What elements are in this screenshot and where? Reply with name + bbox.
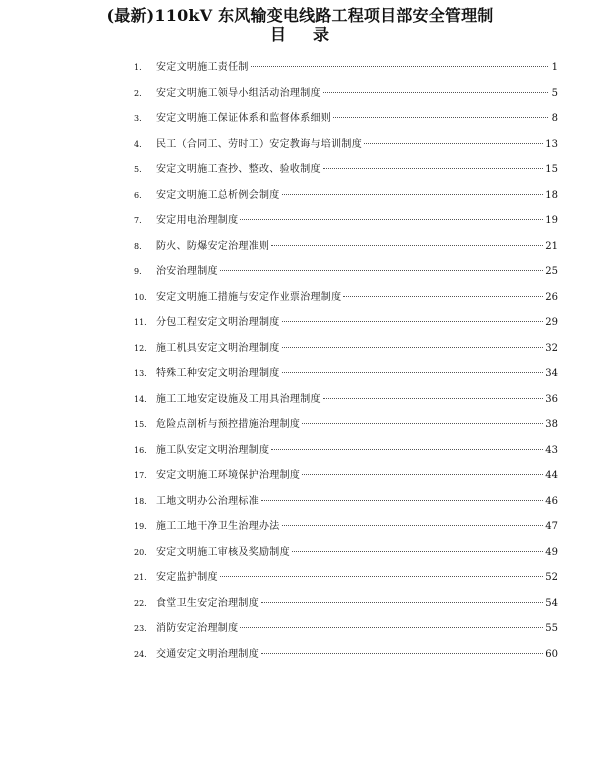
toc-entry-page: 13 — [545, 138, 558, 150]
toc-dot-leader — [271, 449, 543, 450]
toc-entry-title: 食堂卫生安定治理制度 — [156, 597, 259, 609]
toc-dot-leader — [292, 551, 543, 552]
toc-entry-number: 3. — [134, 114, 142, 123]
toc-dot-leader — [282, 321, 544, 322]
toc-entry-title: 工地文明办公治理标准 — [156, 495, 259, 507]
toc-entry-title: 交通安定文明治理制度 — [156, 648, 259, 660]
toc-entry-page: 46 — [545, 495, 558, 507]
toc-entry-title: 安定文明施工环境保护治理制度 — [156, 470, 301, 481]
toc-dot-leader — [333, 117, 548, 118]
toc-entry-16[interactable] — [134, 441, 558, 467]
toc-entry-10[interactable] — [134, 288, 558, 314]
toc-dot-leader — [282, 372, 544, 373]
toc-entry-title: 安定监护制度 — [156, 572, 218, 583]
toc-entry-title: 施工工地干净卫生治理办法 — [156, 521, 280, 532]
toc-entry-page: 49 — [545, 546, 558, 558]
toc-entry-number: 16. — [134, 445, 147, 455]
toc-entry-number: 24. — [134, 649, 147, 659]
toc-dot-leader — [220, 576, 543, 577]
toc-entry-page: 15 — [545, 164, 558, 175]
toc-entry-number: 6. — [134, 190, 142, 200]
toc-entry-number: 12. — [134, 343, 147, 353]
toc-entry-12[interactable] — [134, 339, 558, 365]
toc-dot-leader — [251, 66, 548, 67]
toc-entry-7[interactable] — [134, 211, 558, 237]
toc-entry-24[interactable] — [134, 645, 558, 671]
toc-entry-page: 60 — [545, 648, 558, 660]
toc-entry-19[interactable] — [134, 517, 558, 543]
toc-entry-title: 安定文明施工总析例会制度 — [156, 189, 280, 201]
toc-entry-13[interactable] — [134, 364, 558, 390]
toc-dot-leader — [323, 168, 543, 169]
toc-entry-page: 8 — [551, 113, 558, 124]
toc-entry-number: 14. — [134, 394, 147, 404]
toc-dot-leader — [240, 627, 543, 628]
toc-entry-page: 1 — [551, 62, 558, 73]
toc-entry-title: 安定文明施工责任制 — [156, 62, 249, 73]
document-title: (最新)110kV 东风输变电线路工程项目部安全管理制 — [106, 6, 494, 25]
toc-entry-number: 15. — [134, 420, 147, 429]
toc-entry-14[interactable] — [134, 390, 558, 416]
toc-heading-right: 录 — [313, 25, 331, 44]
toc-entry-11[interactable] — [134, 313, 558, 339]
toc-entry-number: 17. — [134, 471, 147, 480]
toc-entry-title: 安定文明施工措施与安定作业票治理制度 — [156, 291, 342, 303]
toc-dot-leader — [302, 474, 543, 475]
toc-entry-page: 26 — [545, 291, 558, 303]
toc-entry-page: 38 — [545, 419, 558, 430]
toc-entry-number: 4. — [134, 139, 142, 149]
toc-dot-leader — [261, 602, 543, 603]
toc-entry-number: 18. — [134, 496, 147, 506]
toc-entry-title: 安定用电治理制度 — [156, 215, 239, 226]
toc-entry-page: 47 — [545, 521, 558, 532]
toc-entry-22[interactable] — [134, 594, 558, 620]
toc-dot-leader — [343, 296, 543, 297]
toc-entry-title: 施工工地安定设施及工用具治理制度 — [156, 393, 321, 405]
toc-entry-2[interactable] — [134, 84, 558, 110]
toc-entry-page: 19 — [545, 215, 558, 226]
toc-entry-page: 25 — [545, 266, 558, 277]
toc-entry-number: 1. — [134, 63, 142, 72]
toc-entry-number: 20. — [134, 547, 147, 557]
toc-entry-title: 危险点剖析与预控措施治理制度 — [156, 419, 301, 430]
toc-entry-page: 52 — [545, 572, 558, 583]
toc-entry-page: 54 — [545, 597, 558, 609]
toc-entry-title: 安定文明施工审核及奖励制度 — [156, 546, 290, 558]
toc-heading — [0, 25, 600, 45]
toc-entry-number: 19. — [134, 522, 147, 531]
toc-entry-15[interactable] — [134, 415, 558, 441]
toc-entry-page: 18 — [545, 189, 558, 201]
toc-entry-17[interactable] — [134, 466, 558, 492]
toc-entry-number: 8. — [134, 241, 142, 251]
toc-entry-title: 治安治理制度 — [156, 266, 218, 277]
toc-entry-number: 2. — [134, 88, 142, 98]
toc-entry-page: 21 — [545, 240, 558, 252]
toc-entry-page: 5 — [551, 87, 558, 99]
toc-entry-number: 11. — [134, 318, 147, 327]
toc-dot-leader — [364, 143, 543, 144]
toc-dot-leader — [261, 653, 543, 654]
toc-entry-23[interactable] — [134, 619, 558, 645]
toc-entry-page: 55 — [545, 623, 558, 634]
toc-entry-title: 施工队安定文明治理制度 — [156, 444, 270, 456]
toc-entry-title: 施工机具安定文明治理制度 — [156, 342, 280, 354]
toc-heading-left: 目 — [269, 25, 287, 44]
toc-entry-title: 防火、防爆安定治理准则 — [156, 240, 270, 252]
toc-entry-page: 36 — [545, 393, 558, 405]
toc-entry-title: 分包工程安定文明治理制度 — [156, 317, 280, 328]
table-of-contents — [134, 58, 558, 670]
toc-entry-8[interactable] — [134, 237, 558, 263]
toc-entry-number: 21. — [134, 573, 147, 582]
toc-entry-page: 43 — [545, 444, 558, 456]
toc-entry-number: 10. — [134, 292, 147, 302]
toc-entry-title: 安定文明施工查抄、整改、验收制度 — [156, 164, 321, 175]
toc-entry-number: 5. — [134, 165, 142, 174]
toc-dot-leader — [282, 347, 544, 348]
toc-entry-20[interactable] — [134, 543, 558, 569]
toc-entry-4[interactable] — [134, 135, 558, 161]
toc-entry-5[interactable] — [134, 160, 558, 186]
toc-entry-title: 安定文明施工保证体系和监督体系细则 — [156, 113, 332, 124]
toc-entry-page: 44 — [545, 470, 558, 481]
toc-entry-3[interactable] — [134, 109, 558, 135]
toc-dot-leader — [240, 219, 543, 220]
toc-entry-number: 13. — [134, 369, 147, 378]
toc-dot-leader — [220, 270, 543, 271]
toc-entry-9[interactable] — [134, 262, 558, 288]
toc-dot-leader — [302, 423, 543, 424]
toc-entry-title: 民工（合同工、劳时工）安定教诲与培训制度 — [156, 138, 362, 150]
toc-entry-number: 7. — [134, 216, 142, 225]
toc-dot-leader — [271, 245, 543, 246]
toc-entry-title: 特殊工种安定文明治理制度 — [156, 368, 280, 379]
toc-entry-number: 22. — [134, 598, 147, 608]
toc-dot-leader — [282, 194, 544, 195]
toc-entry-title: 安定文明施工领导小组活动治理制度 — [156, 87, 321, 99]
toc-entry-page: 34 — [545, 368, 558, 379]
toc-entry-page: 32 — [545, 342, 558, 354]
toc-entry-18[interactable] — [134, 492, 558, 518]
toc-dot-leader — [323, 398, 543, 399]
toc-dot-leader — [261, 500, 543, 501]
toc-dot-leader — [323, 92, 548, 93]
toc-entry-6[interactable] — [134, 186, 558, 212]
toc-entry-number: 23. — [134, 624, 147, 633]
toc-entry-1[interactable] — [134, 58, 558, 84]
toc-entry-21[interactable] — [134, 568, 558, 594]
toc-entry-title: 消防安定治理制度 — [156, 623, 239, 634]
toc-entry-page: 29 — [545, 317, 558, 328]
toc-entry-number: 9. — [134, 267, 142, 276]
toc-dot-leader — [282, 525, 544, 526]
